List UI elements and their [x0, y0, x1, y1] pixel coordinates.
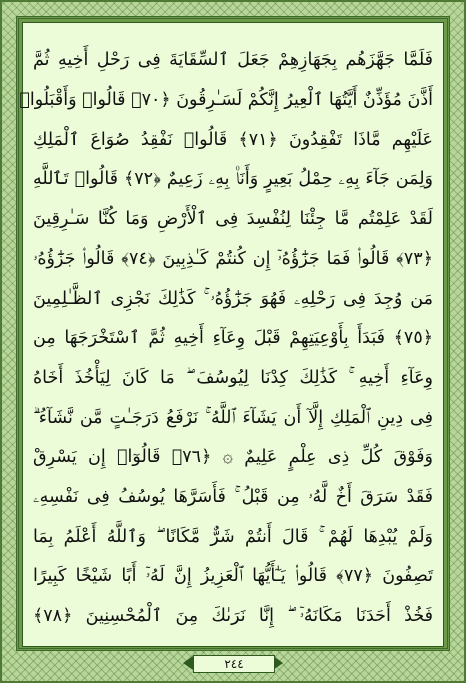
text-line-9: وِعَآءِ أَخِيهِ ۚ كَذَٰلِكَ كِدْنَا لِيُوسُفَ ۖ مَا كَانَ لِيَأْخُذَ أَخَاهُ	[33, 368, 433, 388]
text-line-5: لَقَدْ عَلِمْتُم مَّا جِئْنَا لِنُفْسِدَ فِى ٱلْأَرْضِ وَمَا كُنَّا سَـٰرِقِينَ	[33, 209, 433, 229]
page-footer	[0, 652, 466, 676]
text-line-12: فَقَدْ سَرَقَ أَخٌ لَّهُۥ مِن قَبْلُ ۚ فَأَسَرَّهَا يُوسُفُ فِى نَفْسِهِۦ	[33, 487, 433, 507]
page-number: ٢٤٤	[193, 655, 275, 673]
text-line-4: وَلِمَن جَآءَ بِهِۦ حِمْلُ بَعِيرٍ وَأَنَا۠ بِهِۦ زَعِيمٌ ﴿٧٢﴾ قَالُوا۟ تَٱللَّهِ	[33, 169, 433, 189]
text-line-2: أَذَّنَ مُؤَذِّنٌ أَيَّتُهَا ٱلْعِيرُ إِنَّكُمْ لَسَـٰرِقُونَ ﴿٧٠﴾ قَالُوا۟ وَأَقْبَلُوا۟	[19, 90, 433, 110]
text-line-14: تَصِفُونَ ﴿٧٧﴾ قَالُوا۟ يَـٰٓأَيُّهَا ٱلْعَزِيزُ إِنَّ لَهُۥٓ أَبًا شَيْخًا كَبِيرًا	[33, 566, 434, 586]
mushaf-page	[19, 22, 444, 647]
text-line-3: عَلَيْهِم مَّاذَا تَفْقِدُونَ ﴿٧١﴾ قَالُوا۟ نَفْقِدُ صُوَاعَ ٱلْمَلِكِ	[33, 130, 433, 150]
text-line-13: وَلَمْ يُبْدِهَا لَهُمْ ۚ قَالَ أَنتُمْ شَرٌّ مَّكَانًا ۖ وَٱللَّهُ أَعْلَمُ بِمَا	[33, 527, 433, 547]
text-line-6: ﴿٧٣﴾ قَالُوا۟ فَمَا جَزَٰٓؤُهُۥٓ إِن كُنتُمْ كَـٰذِبِينَ ﴿٧٤﴾ قَالُوا۟ جَزَٰٓؤُهُۥ	[33, 249, 433, 269]
text-line-8: ﴿٧٥﴾ فَبَدَأَ بِأَوْعِيَتِهِمْ قَبْلَ وِعَآءِ أَخِيهِ ثُمَّ ٱسْتَخْرَجَهَا مِن	[33, 328, 433, 348]
text-line-1: فَلَمَّا جَهَّزَهُم بِجَهَازِهِمْ جَعَلَ ٱلسِّقَايَةَ فِى رَحْلِ أَخِيهِ ثُمَّ	[33, 50, 433, 70]
left-arrow-ornament	[183, 656, 193, 670]
text-line-15: فَخُذْ أَحَدَنَا مَكَانَهُۥٓ ۖ إِنَّا نَرَىٰكَ مِنَ ٱلْمُحْسِنِينَ ﴿٧٨﴾	[33, 606, 433, 626]
text-line-10: فِى دِينِ ٱلْمَلِكِ إِلَّآ أَن يَشَآءَ ٱللَّهُ ۚ نَرْفَعُ دَرَجَـٰتٍ مَّن نَّشَآءُ ۗ	[33, 408, 433, 428]
text-line-7: مَن وُجِدَ فِى رَحْلِهِۦ فَهُوَ جَزَٰٓؤُهُۥ ۚ كَذَٰلِكَ نَجْزِى ٱلظَّـٰلِمِينَ	[33, 289, 433, 309]
text-line-11: وَفَوْقَ كُلِّ ذِى عِلْمٍ عَلِيمٌ ۞ ﴿٧٦﴾ قَالُوٓا۟ إِن يَسْرِقْ	[33, 447, 433, 467]
